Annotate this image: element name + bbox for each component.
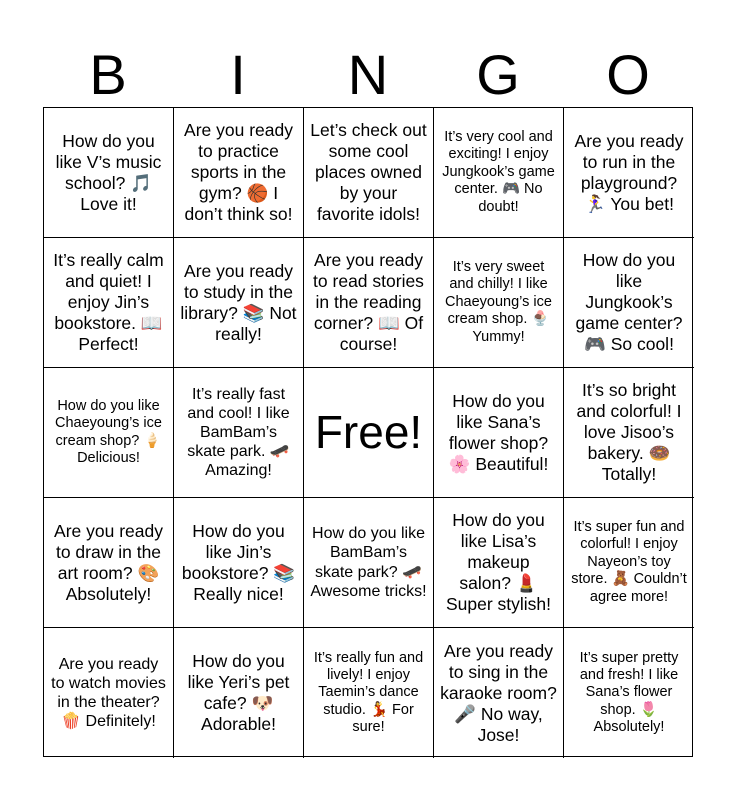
cell-text: It’s super fun and colorful! I enjoy Nayeon’s toy store. 🧸 Couldn’t agree more! xyxy=(571,519,687,605)
bingo-cell-r1c4[interactable] xyxy=(434,108,564,238)
bingo-cell-r4c2[interactable] xyxy=(174,498,304,628)
cell-text: Are you ready to sing in the karaoke room? 🎤 No way, Jose! xyxy=(440,640,557,745)
bingo-cell-r1c5[interactable] xyxy=(564,108,694,238)
cell-text: How do you like BamBam’s skate park? 🛹 Awesome tricks! xyxy=(310,525,427,600)
bingo-cell-r2c4[interactable] xyxy=(434,238,564,368)
cell-text: It’s so bright and colorful! I love Jisoo’s bakery. 🍩 Totally! xyxy=(576,380,682,484)
cell-text: Let’s check out some cool places owned by your favorite idols! xyxy=(310,120,427,224)
cell-text: How do you like Sana’s flower shop? 🌸 Beautiful! xyxy=(448,390,549,474)
cell-text: How do you like Lisa’s makeup salon? 💄 Super stylish! xyxy=(445,510,552,614)
header-letter-o: O xyxy=(606,43,650,106)
bingo-cell-r3c2[interactable] xyxy=(174,368,304,498)
cell-text: It’s really calm and quiet! I enjoy Jin’s bookstore. 📖 Perfect! xyxy=(53,250,164,354)
bingo-cell-r2c5[interactable] xyxy=(564,238,694,368)
bingo-cell-r1c3[interactable] xyxy=(304,108,434,238)
cell-text: Are you ready to run in the playground? 🏃‍♀️ You bet! xyxy=(574,130,684,214)
bingo-cell-r4c5[interactable] xyxy=(564,498,694,628)
header-letter-g: G xyxy=(476,43,520,106)
cell-text: It’s really fast and cool! I like BamBam’s skate park. 🛹 Amazing! xyxy=(187,385,290,480)
bingo-cell-r1c2[interactable] xyxy=(174,108,304,238)
cell-text: How do you like Jin’s bookstore? 📚 Really nice! xyxy=(181,520,296,604)
cell-text: Are you ready to study in the library? 📚 Not really! xyxy=(180,260,297,344)
cell-text: Are you ready to watch movies in the theater? 🍿 Definitely! xyxy=(51,655,166,731)
bingo-cell-r4c4[interactable] xyxy=(434,498,564,628)
bingo-cell-r2c3[interactable] xyxy=(304,238,434,368)
header-letter-i: I xyxy=(230,43,246,106)
bingo-cell-r2c2[interactable] xyxy=(174,238,304,368)
cell-text: How do you like V’s music school? 🎵 Love it! xyxy=(55,130,162,214)
bingo-cell-r4c3[interactable] xyxy=(304,498,434,628)
free-text: Free! xyxy=(314,405,423,458)
bingo-cell-r4c1[interactable] xyxy=(44,498,174,628)
bingo-cell-r3c4[interactable] xyxy=(434,368,564,498)
cell-text: It’s super pretty and fresh! I like Sana’s flower shop. 🌷 Absolutely! xyxy=(579,649,679,736)
bingo-cell-r5c2[interactable] xyxy=(174,628,304,758)
cell-text: How do you like Jungkook’s game center? 🎮 So cool! xyxy=(575,250,683,354)
cell-text: Are you ready to draw in the art room? 🎨 Absolutely! xyxy=(54,520,163,604)
header-letter-n: N xyxy=(347,43,389,106)
bingo-free-space[interactable] xyxy=(304,368,434,498)
bingo-cell-r2c1[interactable] xyxy=(44,238,174,368)
cell-text: Are you ready to practice sports in the gym? 🏀 I don’t think so! xyxy=(184,120,293,224)
cell-text: It’s very sweet and chilly! I like Chaeyoung’s ice cream shop. 🍨 Yummy! xyxy=(445,259,552,345)
bingo-cell-r5c1[interactable] xyxy=(44,628,174,758)
cell-text: It’s very cool and exciting! I enjoy Jungkook’s game center. 🎮 No doubt! xyxy=(442,129,555,215)
bingo-cell-r3c1[interactable] xyxy=(44,368,174,498)
header-letter-b: B xyxy=(89,43,127,106)
bingo-cell-r5c4[interactable] xyxy=(434,628,564,758)
cell-text: How do you like Yeri’s pet cafe? 🐶 Adorable! xyxy=(187,651,290,734)
cell-text: It’s really fun and lively! I enjoy Taemin’s dance studio. 💃 For sure! xyxy=(313,649,424,736)
bingo-cell-r5c3[interactable] xyxy=(304,628,434,758)
bingo-cell-r5c5[interactable] xyxy=(564,628,694,758)
bingo-board xyxy=(43,107,693,757)
cell-text: Are you ready to read stories in the reading corner? 📖 Of course! xyxy=(313,250,424,354)
bingo-cell-r1c1[interactable] xyxy=(44,108,174,238)
bingo-cell-r3c5[interactable] xyxy=(564,368,694,498)
cell-text: How do you like Chaeyoung’s ice cream shop? 🍦 Delicious! xyxy=(55,397,162,466)
bingo-header xyxy=(43,44,693,106)
